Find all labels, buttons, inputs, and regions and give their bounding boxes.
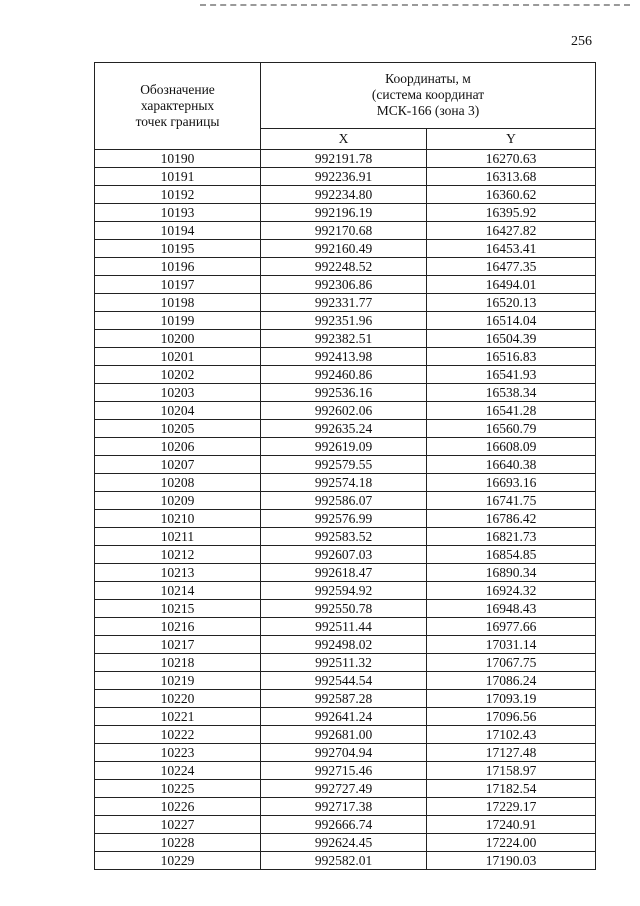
x-coordinate-cell: 992196.19 bbox=[261, 204, 427, 222]
table-row bbox=[95, 294, 596, 312]
table-row bbox=[95, 726, 596, 744]
table-row bbox=[95, 474, 596, 492]
x-coordinate-cell: 992511.32 bbox=[261, 654, 427, 672]
table-row bbox=[95, 582, 596, 600]
x-coordinate-cell: 992666.74 bbox=[261, 816, 427, 834]
table-row bbox=[95, 240, 596, 258]
x-coordinate-cell: 992704.94 bbox=[261, 744, 427, 762]
x-coordinate-cell: 992583.52 bbox=[261, 528, 427, 546]
y-coordinate-cell: 16477.35 bbox=[427, 258, 596, 276]
y-coordinate-cell: 16516.83 bbox=[427, 348, 596, 366]
point-id-cell: 10216 bbox=[95, 618, 261, 636]
point-id-cell: 10213 bbox=[95, 564, 261, 582]
table-row bbox=[95, 168, 596, 186]
x-coordinate-cell: 992574.18 bbox=[261, 474, 427, 492]
header-point-line-2: характерных bbox=[140, 98, 215, 113]
table-row bbox=[95, 258, 596, 276]
x-coordinate-cell: 992579.55 bbox=[261, 456, 427, 474]
y-coordinate-cell: 17182.54 bbox=[427, 780, 596, 798]
table-row bbox=[95, 492, 596, 510]
table-row bbox=[95, 402, 596, 420]
header-point-line-3: точек границы bbox=[135, 114, 220, 129]
x-coordinate-cell: 992460.86 bbox=[261, 366, 427, 384]
point-id-cell: 10198 bbox=[95, 294, 261, 312]
y-coordinate-cell: 17224.00 bbox=[427, 834, 596, 852]
point-id-cell: 10226 bbox=[95, 798, 261, 816]
header-coords-line-1: Координаты, м bbox=[385, 71, 471, 87]
header-point-line-1: Обозначение bbox=[140, 82, 215, 97]
point-id-cell: 10203 bbox=[95, 384, 261, 402]
y-coordinate-cell: 16313.68 bbox=[427, 168, 596, 186]
top-edge-rule bbox=[200, 4, 630, 6]
x-coordinate-cell: 992413.98 bbox=[261, 348, 427, 366]
point-id-cell: 10190 bbox=[95, 150, 261, 168]
y-coordinate-cell: 16538.34 bbox=[427, 384, 596, 402]
table-row bbox=[95, 204, 596, 222]
table-row bbox=[95, 330, 596, 348]
x-coordinate-cell: 992717.38 bbox=[261, 798, 427, 816]
table-row bbox=[95, 222, 596, 240]
point-id-cell: 10212 bbox=[95, 546, 261, 564]
y-coordinate-cell: 17031.14 bbox=[427, 636, 596, 654]
point-id-cell: 10220 bbox=[95, 690, 261, 708]
y-coordinate-cell: 16494.01 bbox=[427, 276, 596, 294]
x-coordinate-cell: 992618.47 bbox=[261, 564, 427, 582]
page-number: 256 bbox=[571, 34, 592, 49]
x-coordinate-cell: 992635.24 bbox=[261, 420, 427, 438]
point-id-cell: 10211 bbox=[95, 528, 261, 546]
point-id-cell: 10214 bbox=[95, 582, 261, 600]
point-id-cell: 10195 bbox=[95, 240, 261, 258]
table-body bbox=[95, 150, 596, 870]
table-row bbox=[95, 564, 596, 582]
y-coordinate-cell: 16977.66 bbox=[427, 618, 596, 636]
header-coords-line-3: МСК-166 (зона 3) bbox=[376, 103, 480, 119]
point-id-cell: 10221 bbox=[95, 708, 261, 726]
y-coordinate-cell: 17093.19 bbox=[427, 690, 596, 708]
y-coordinate-cell: 17158.97 bbox=[427, 762, 596, 780]
y-coordinate-cell: 16821.73 bbox=[427, 528, 596, 546]
x-coordinate-cell: 992681.00 bbox=[261, 726, 427, 744]
y-coordinate-cell: 16854.85 bbox=[427, 546, 596, 564]
y-coordinate-cell: 16640.38 bbox=[427, 456, 596, 474]
table-row bbox=[95, 384, 596, 402]
point-id-cell: 10219 bbox=[95, 672, 261, 690]
y-coordinate-cell: 16427.82 bbox=[427, 222, 596, 240]
point-id-cell: 10191 bbox=[95, 168, 261, 186]
y-coordinate-cell: 16270.63 bbox=[427, 150, 596, 168]
point-id-cell: 10210 bbox=[95, 510, 261, 528]
y-coordinate-cell: 17229.17 bbox=[427, 798, 596, 816]
y-coordinate-cell: 16693.16 bbox=[427, 474, 596, 492]
table-row bbox=[95, 348, 596, 366]
table-row bbox=[95, 798, 596, 816]
point-id-cell: 10215 bbox=[95, 600, 261, 618]
y-coordinate-cell: 16541.28 bbox=[427, 402, 596, 420]
y-coordinate-cell: 16608.09 bbox=[427, 438, 596, 456]
x-coordinate-cell: 992586.07 bbox=[261, 492, 427, 510]
point-id-cell: 10225 bbox=[95, 780, 261, 798]
table-row bbox=[95, 654, 596, 672]
y-coordinate-cell: 16514.04 bbox=[427, 312, 596, 330]
x-coordinate-cell: 992170.68 bbox=[261, 222, 427, 240]
y-coordinate-cell: 17190.03 bbox=[427, 852, 596, 870]
table-row bbox=[95, 816, 596, 834]
point-id-cell: 10206 bbox=[95, 438, 261, 456]
table-row bbox=[95, 762, 596, 780]
table-row bbox=[95, 276, 596, 294]
header-coordinates bbox=[261, 63, 596, 129]
table-row bbox=[95, 366, 596, 384]
x-coordinate-cell: 992602.06 bbox=[261, 402, 427, 420]
x-coordinate-cell: 992582.01 bbox=[261, 852, 427, 870]
y-coordinate-cell: 16504.39 bbox=[427, 330, 596, 348]
point-id-cell: 10197 bbox=[95, 276, 261, 294]
x-coordinate-cell: 992641.24 bbox=[261, 708, 427, 726]
point-id-cell: 10217 bbox=[95, 636, 261, 654]
header-x: X bbox=[261, 128, 427, 149]
table-row bbox=[95, 150, 596, 168]
y-coordinate-cell: 17067.75 bbox=[427, 654, 596, 672]
table-row bbox=[95, 420, 596, 438]
y-coordinate-cell: 16741.75 bbox=[427, 492, 596, 510]
y-coordinate-cell: 17102.43 bbox=[427, 726, 596, 744]
x-coordinate-cell: 992234.80 bbox=[261, 186, 427, 204]
table-row bbox=[95, 744, 596, 762]
y-coordinate-cell: 17086.24 bbox=[427, 672, 596, 690]
point-id-cell: 10229 bbox=[95, 852, 261, 870]
x-coordinate-cell: 992576.99 bbox=[261, 510, 427, 528]
point-id-cell: 10202 bbox=[95, 366, 261, 384]
y-coordinate-cell: 16890.34 bbox=[427, 564, 596, 582]
header-y: Y bbox=[427, 128, 596, 149]
y-coordinate-cell: 16786.42 bbox=[427, 510, 596, 528]
x-coordinate-cell: 992607.03 bbox=[261, 546, 427, 564]
table-row bbox=[95, 672, 596, 690]
table-row bbox=[95, 546, 596, 564]
table-row bbox=[95, 510, 596, 528]
x-coordinate-cell: 992619.09 bbox=[261, 438, 427, 456]
x-coordinate-cell: 992587.28 bbox=[261, 690, 427, 708]
y-coordinate-cell: 16453.41 bbox=[427, 240, 596, 258]
x-coordinate-cell: 992511.44 bbox=[261, 618, 427, 636]
table-row bbox=[95, 456, 596, 474]
table-row bbox=[95, 708, 596, 726]
y-coordinate-cell: 16360.62 bbox=[427, 186, 596, 204]
x-coordinate-cell: 992544.54 bbox=[261, 672, 427, 690]
table-row bbox=[95, 312, 596, 330]
point-id-cell: 10224 bbox=[95, 762, 261, 780]
table-row bbox=[95, 600, 596, 618]
point-id-cell: 10193 bbox=[95, 204, 261, 222]
y-coordinate-cell: 16395.92 bbox=[427, 204, 596, 222]
y-coordinate-cell: 17127.48 bbox=[427, 744, 596, 762]
x-coordinate-cell: 992536.16 bbox=[261, 384, 427, 402]
point-id-cell: 10199 bbox=[95, 312, 261, 330]
x-coordinate-cell: 992331.77 bbox=[261, 294, 427, 312]
table-row bbox=[95, 852, 596, 870]
point-id-cell: 10208 bbox=[95, 474, 261, 492]
y-coordinate-cell: 17096.56 bbox=[427, 708, 596, 726]
x-coordinate-cell: 992191.78 bbox=[261, 150, 427, 168]
x-coordinate-cell: 992715.46 bbox=[261, 762, 427, 780]
coordinates-table bbox=[94, 62, 596, 870]
point-id-cell: 10209 bbox=[95, 492, 261, 510]
point-id-cell: 10223 bbox=[95, 744, 261, 762]
x-coordinate-cell: 992594.92 bbox=[261, 582, 427, 600]
x-coordinate-cell: 992236.91 bbox=[261, 168, 427, 186]
y-coordinate-cell: 16520.13 bbox=[427, 294, 596, 312]
point-id-cell: 10201 bbox=[95, 348, 261, 366]
x-coordinate-cell: 992160.49 bbox=[261, 240, 427, 258]
table-row bbox=[95, 186, 596, 204]
x-coordinate-cell: 992351.96 bbox=[261, 312, 427, 330]
point-id-cell: 10196 bbox=[95, 258, 261, 276]
header-point-designation bbox=[95, 63, 261, 150]
table-row bbox=[95, 528, 596, 546]
y-coordinate-cell: 16560.79 bbox=[427, 420, 596, 438]
point-id-cell: 10218 bbox=[95, 654, 261, 672]
point-id-cell: 10204 bbox=[95, 402, 261, 420]
x-coordinate-cell: 992624.45 bbox=[261, 834, 427, 852]
x-coordinate-cell: 992306.86 bbox=[261, 276, 427, 294]
point-id-cell: 10200 bbox=[95, 330, 261, 348]
table-row bbox=[95, 438, 596, 456]
table-row bbox=[95, 834, 596, 852]
table-row bbox=[95, 636, 596, 654]
point-id-cell: 10205 bbox=[95, 420, 261, 438]
y-coordinate-cell: 16948.43 bbox=[427, 600, 596, 618]
x-coordinate-cell: 992382.51 bbox=[261, 330, 427, 348]
point-id-cell: 10228 bbox=[95, 834, 261, 852]
table-header bbox=[95, 63, 596, 150]
y-coordinate-cell: 16924.32 bbox=[427, 582, 596, 600]
table-row bbox=[95, 618, 596, 636]
point-id-cell: 10192 bbox=[95, 186, 261, 204]
point-id-cell: 10194 bbox=[95, 222, 261, 240]
point-id-cell: 10227 bbox=[95, 816, 261, 834]
x-coordinate-cell: 992550.78 bbox=[261, 600, 427, 618]
y-coordinate-cell: 17240.91 bbox=[427, 816, 596, 834]
x-coordinate-cell: 992248.52 bbox=[261, 258, 427, 276]
header-coords-line-2: (система координат bbox=[371, 87, 485, 103]
point-id-cell: 10207 bbox=[95, 456, 261, 474]
point-id-cell: 10222 bbox=[95, 726, 261, 744]
table-row bbox=[95, 690, 596, 708]
y-coordinate-cell: 16541.93 bbox=[427, 366, 596, 384]
x-coordinate-cell: 992727.49 bbox=[261, 780, 427, 798]
x-coordinate-cell: 992498.02 bbox=[261, 636, 427, 654]
table-row bbox=[95, 780, 596, 798]
